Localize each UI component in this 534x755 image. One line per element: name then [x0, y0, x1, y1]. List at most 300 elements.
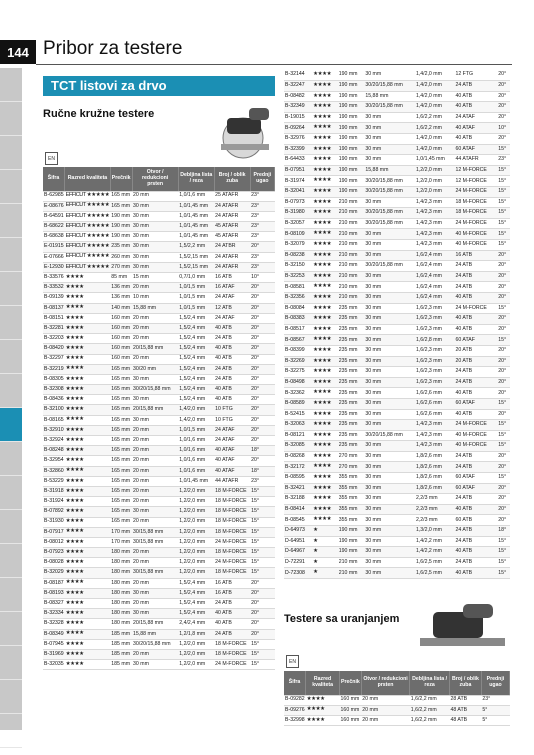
table-cell: B-08193	[43, 588, 65, 598]
table-cell: 20°	[250, 374, 274, 384]
table-cell: 40 ATB	[454, 504, 497, 515]
table-row	[43, 639, 275, 649]
table-cell: 15°	[497, 176, 510, 187]
table-row	[284, 420, 510, 431]
table-cell: ★★★★	[312, 218, 338, 229]
table-cell: 20°	[497, 271, 510, 282]
table-row	[284, 473, 510, 484]
table-cell: D-72308	[284, 568, 312, 579]
side-tab[interactable]	[0, 170, 22, 204]
table-cell: ★★★★	[65, 476, 111, 486]
table-cell: B-08567	[284, 335, 312, 346]
table-cell: ★	[312, 568, 338, 579]
table-cell: 40 ATB	[454, 292, 497, 303]
table-cell: B-64591	[43, 211, 65, 221]
table-cell: 30 mm	[364, 314, 415, 325]
table-row	[43, 436, 275, 446]
table-row	[284, 547, 510, 558]
table-cell: 60 ATAF	[454, 473, 497, 484]
table-row	[43, 588, 275, 598]
table-cell: B-32860	[43, 466, 65, 476]
table-cell: B-32910	[43, 425, 65, 435]
table-row	[284, 409, 510, 420]
table-cell: 210 mm	[338, 218, 365, 229]
table-cell: 24 ATBR	[214, 242, 250, 252]
table-cell: 40 ATB	[214, 344, 250, 354]
table-cell: 12 ATB	[214, 303, 250, 313]
table-cell: 40 ATB	[214, 619, 250, 629]
table-cell: 30/20/15,88 mm	[364, 430, 415, 441]
table-cell: 1,6/2,4 mm	[415, 271, 455, 282]
table-cell: 140 mm	[110, 303, 132, 313]
table-cell: 1,5/2,4 mm	[178, 364, 214, 374]
blade-table-3	[284, 671, 510, 726]
table-cell: 235 mm	[110, 242, 132, 252]
table-cell: EFFICUT ★★★★★	[65, 262, 111, 272]
table-cell: ★★★★	[65, 578, 111, 588]
table-cell: ★★★★	[312, 388, 338, 399]
table-row	[43, 599, 275, 609]
table-cell: 190 mm	[338, 547, 365, 558]
table-cell: 1,6/2,2 mm	[410, 695, 450, 705]
table-row	[43, 456, 275, 466]
table-cell: 24 ATB	[454, 271, 497, 282]
table-cell: 24 ATAFR	[214, 211, 250, 221]
table-cell: B-68638	[43, 232, 65, 242]
table-cell: 30/20 mm	[132, 364, 178, 374]
table-cell: 165 mm	[110, 446, 132, 456]
table-cell: 20 mm	[132, 354, 178, 364]
table-cell: 30 mm	[132, 507, 178, 517]
side-tab[interactable]	[0, 442, 22, 476]
table-cell: 30 mm	[132, 222, 178, 232]
table-cell: 30/20/15,88 mm	[364, 218, 415, 229]
table-cell: ★★★★	[65, 344, 111, 354]
table-cell: EFFICUT ★★★★★	[65, 252, 111, 262]
table-cell: 24 ATB	[454, 377, 497, 388]
table-cell: ★★★★	[312, 102, 338, 113]
table-cell: 1,6/2,3 mm	[415, 303, 455, 314]
table-cell: 20°	[250, 578, 274, 588]
column-header: Prednji ugao	[481, 671, 509, 695]
table-cell: 16 ATB	[454, 250, 497, 261]
table-cell: B-52415	[284, 409, 312, 420]
table-cell: B-32203	[43, 334, 65, 344]
table-cell: ★★★★	[312, 314, 338, 325]
table-cell: ★★★★	[312, 282, 338, 293]
table-cell: 1,0/1,45 mm	[178, 222, 214, 232]
table-cell: 1,4/2,0 mm	[178, 415, 214, 425]
table-cell: 235 mm	[338, 388, 365, 399]
side-tab[interactable]	[0, 102, 22, 136]
table-cell: ★★★★	[312, 398, 338, 409]
table-cell: 23°	[250, 191, 274, 201]
table-cell: 18°	[250, 446, 274, 456]
table-cell: ★★★★	[65, 293, 111, 303]
table-cell: 24 ATB	[454, 462, 497, 473]
table-cell: 20°	[250, 242, 274, 252]
column-header: Prečnik	[340, 671, 362, 695]
table-row	[284, 134, 510, 145]
table-cell: 15°	[497, 197, 510, 208]
table-cell: 30 mm	[364, 451, 415, 462]
table-cell: B-07951	[284, 165, 312, 176]
table-row	[43, 629, 275, 639]
table-cell: 210 mm	[338, 568, 365, 579]
table-cell: 60 ATAF	[454, 398, 497, 409]
table-cell: 5°	[481, 705, 509, 715]
table-cell: 270 mm	[338, 451, 365, 462]
table-cell: 15°	[497, 420, 510, 431]
table-cell: ★★★★	[312, 229, 338, 240]
section2-title: Testere sa uranjanjem	[284, 613, 400, 625]
table-cell: ★★★★	[312, 324, 338, 335]
table-cell: B-68622	[43, 222, 65, 232]
table-cell: 30/20/15,88 mm	[364, 187, 415, 198]
table-cell: B-31918	[43, 486, 65, 496]
table-cell: ★★★★	[65, 568, 111, 578]
table-cell: 1,8/2,6 mm	[415, 473, 455, 484]
table-cell: 210 mm	[338, 261, 365, 272]
table-cell: 15 mm	[132, 273, 178, 283]
table-cell: ★★★★	[65, 415, 111, 425]
table-cell: B-32334	[43, 609, 65, 619]
side-tab[interactable]	[0, 204, 22, 238]
table-cell: 20°	[250, 609, 274, 619]
table-cell: 160 mm	[340, 715, 362, 725]
table-cell: B-32029	[43, 568, 65, 578]
side-tab[interactable]	[0, 646, 22, 680]
table-cell: 20 mm	[132, 548, 178, 558]
table-cell: 180 mm	[110, 588, 132, 598]
table-cell: 1,4/2,0 mm	[178, 405, 214, 415]
table-cell: 20°	[250, 364, 274, 374]
table-cell: 1,0/1,6 mm	[178, 456, 214, 466]
table-cell: 15°	[497, 536, 510, 547]
table-cell: 40 ATAF	[214, 466, 250, 476]
table-cell: 45 ATAFR	[214, 222, 250, 232]
table-cell: 210 mm	[338, 208, 365, 219]
table-cell: B-08327	[43, 599, 65, 609]
table-cell: 40 ATB	[214, 385, 250, 395]
table-cell: 30 mm	[364, 367, 415, 378]
table-cell: 24 ATB	[214, 599, 250, 609]
table-cell: ★★★★	[312, 462, 338, 473]
table-cell: B-32188	[284, 494, 312, 505]
table-cell: 1,8/2,6 mm	[415, 462, 455, 473]
side-tab[interactable]	[0, 238, 22, 272]
table-cell: B-08414	[284, 504, 312, 515]
table-cell: ★★★★	[312, 473, 338, 484]
table-cell: 136 mm	[110, 293, 132, 303]
table-row	[284, 430, 510, 441]
table-cell: 24 ATAFR	[214, 201, 250, 211]
table-cell: 20°	[250, 588, 274, 598]
table-cell: 20 mm	[132, 558, 178, 568]
table-cell: 260 mm	[110, 252, 132, 262]
table-row	[284, 155, 510, 166]
table-cell: 40 M-FORCE	[454, 240, 497, 251]
table-row	[284, 208, 510, 219]
table-cell: ★★★★	[65, 588, 111, 598]
header-rule	[36, 64, 512, 65]
table-cell: 20°	[250, 599, 274, 609]
table-cell: 40 ATB	[214, 323, 250, 333]
table-row	[284, 102, 510, 113]
table-cell: 20°	[497, 292, 510, 303]
table-cell: ★★★★	[65, 364, 111, 374]
table-cell: B-08581	[284, 282, 312, 293]
table-cell: ★	[312, 547, 338, 558]
side-tab[interactable]	[0, 578, 22, 612]
table-cell: 20 mm	[132, 486, 178, 496]
table-cell: B-08165	[43, 415, 65, 425]
table-cell: 235 mm	[338, 335, 365, 346]
table-cell: 20 mm	[132, 456, 178, 466]
table-row	[43, 283, 275, 293]
table-cell: B-08012	[43, 537, 65, 547]
table-cell: 16 ATB	[214, 588, 250, 598]
table-cell: 1,5/2,4 mm	[178, 313, 214, 323]
table-cell: 30 mm	[364, 420, 415, 431]
table-cell: 30/20/15,88 mm	[132, 639, 178, 649]
table-cell: 1,6/2,3 mm	[415, 356, 455, 367]
table-cell: ★★★★	[65, 517, 111, 527]
side-tabs	[0, 68, 22, 730]
table-cell: 165 mm	[110, 456, 132, 466]
table-cell: 30 mm	[364, 303, 415, 314]
side-tab[interactable]	[0, 136, 22, 170]
table-cell: 1,6/2,8 mm	[415, 335, 455, 346]
table-cell: 20°	[250, 344, 274, 354]
table-cell: 1,5/2,2 mm	[178, 242, 214, 252]
table-cell: 20 mm	[132, 334, 178, 344]
table-cell: 18 M-FORCE	[214, 507, 250, 517]
table-cell: 30 mm	[132, 252, 178, 262]
side-tab[interactable]	[0, 544, 22, 578]
column-header: Otvor / redukcioni prsten	[361, 671, 409, 695]
table-row	[43, 242, 275, 252]
table-cell: B-32275	[284, 367, 312, 378]
table-cell: 30/20/15,88 mm	[364, 81, 415, 92]
table-cell: 160 mm	[110, 334, 132, 344]
table-cell: 18 M-FORCE	[454, 197, 497, 208]
table-cell: 28 ATB	[450, 695, 482, 705]
table-cell: 160 mm	[110, 344, 132, 354]
table-cell: 1,6/2,4 mm	[415, 292, 455, 303]
table-cell: 40 ATB	[454, 102, 497, 113]
table-row	[284, 398, 510, 409]
table-cell: 30 mm	[364, 473, 415, 484]
table-cell: 24 ATAF	[214, 293, 250, 303]
table-cell: ★★★★	[65, 507, 111, 517]
table-cell: ★★★★	[312, 240, 338, 251]
side-tab[interactable]	[0, 714, 22, 748]
table-cell: 30 mm	[132, 609, 178, 619]
table-cell: 1,6/2,6 mm	[415, 398, 455, 409]
table-cell: 160 mm	[340, 705, 362, 715]
table-cell: 30/15,88 mm	[132, 527, 178, 537]
table-cell: EFFICUT ★★★★★	[65, 211, 111, 221]
table-cell: ★★★★	[65, 466, 111, 476]
table-cell: 1,0/1,6 mm	[178, 436, 214, 446]
table-cell: 23°	[250, 476, 274, 486]
table-cell: 20 mm	[132, 649, 178, 659]
table-cell: D-64973	[284, 526, 312, 537]
table-cell: ★★★★	[65, 425, 111, 435]
side-tab[interactable]	[0, 68, 22, 102]
table-cell: ★★★★	[306, 695, 340, 705]
table-cell: 25 ATAFR	[214, 191, 250, 201]
table-cell: 30 mm	[364, 462, 415, 473]
table-cell: B-31974	[284, 176, 312, 187]
table-cell: 1,4/2,3 mm	[415, 240, 455, 251]
table-row	[43, 548, 275, 558]
table-cell: 235 mm	[338, 324, 365, 335]
table-row	[43, 405, 275, 415]
side-tab[interactable]	[0, 510, 22, 544]
table-cell: 20 ATB	[454, 356, 497, 367]
table-cell: 15,88 mm	[364, 91, 415, 102]
table-cell: 165 mm	[110, 507, 132, 517]
section1-title: Ručne kružne testere	[43, 108, 155, 120]
table-row	[43, 517, 275, 527]
side-tab[interactable]	[0, 340, 22, 374]
table-cell: 15°	[250, 639, 274, 649]
table-row	[43, 232, 275, 242]
table-cell: ★★★★	[65, 283, 111, 293]
table-cell: 165 mm	[110, 517, 132, 527]
table-cell: 1,6/2,3 mm	[415, 314, 455, 325]
table-cell: 270 mm	[110, 262, 132, 272]
table-cell: E-08676	[43, 201, 65, 211]
table-cell: B-09276	[284, 705, 306, 715]
table-cell: 210 mm	[338, 292, 365, 303]
table-cell: 180 mm	[110, 558, 132, 568]
table-cell: 20°	[497, 409, 510, 420]
table-cell: 1,6/2,3 mm	[415, 324, 455, 335]
table-cell: ★★★★	[312, 250, 338, 261]
side-tab[interactable]	[0, 476, 22, 510]
table-cell: ★★★★	[65, 558, 111, 568]
table-cell: 20°	[497, 81, 510, 92]
table-cell: 20°	[497, 504, 510, 515]
table-cell: 1,6/2,5 mm	[415, 568, 455, 579]
table-cell: 20 mm	[132, 436, 178, 446]
table-row	[284, 229, 510, 240]
table-cell: 20°	[250, 303, 274, 313]
table-cell: 20°	[250, 334, 274, 344]
table-cell: 15°	[250, 497, 274, 507]
table-cell: B-32998	[284, 715, 306, 725]
table-cell: 235 mm	[338, 420, 365, 431]
table-cell: 1,4/2,3 mm	[415, 430, 455, 441]
table-cell: B-32308	[43, 385, 65, 395]
side-tab[interactable]	[0, 680, 22, 714]
table-cell: 1,4/2,3 mm	[415, 208, 455, 219]
side-tab[interactable]	[0, 612, 22, 646]
table-row	[284, 81, 510, 92]
table-cell: B-07973	[284, 197, 312, 208]
table-cell: 24 ATB	[454, 536, 497, 547]
table-cell: ★★★★	[312, 303, 338, 314]
table-cell: 30 mm	[132, 415, 178, 425]
table-cell: B-08399	[284, 345, 312, 356]
table-cell: ★★★★	[306, 705, 340, 715]
table-cell: B-32328	[43, 619, 65, 629]
table-cell: 1,5/2,15 mm	[178, 262, 214, 272]
table-cell: B-32035	[43, 660, 65, 670]
table-cell: 1,5/2,15 mm	[178, 252, 214, 262]
table-cell: 1,6/2,6 mm	[415, 409, 455, 420]
table-row	[43, 425, 275, 435]
table-cell: 235 mm	[338, 398, 365, 409]
table-cell: 20 mm	[132, 578, 178, 588]
table-cell: 190 mm	[338, 176, 365, 187]
table-cell: B-08595	[284, 473, 312, 484]
table-cell: 1,6/2,6 mm	[415, 388, 455, 399]
table-cell: 30 mm	[364, 229, 415, 240]
table-cell: 20°	[250, 405, 274, 415]
table-cell: ★★★★	[312, 292, 338, 303]
table-cell: 185 mm	[110, 649, 132, 659]
table-cell: ★★★★	[312, 70, 338, 81]
table-cell: 15°	[250, 486, 274, 496]
table-row	[284, 705, 510, 715]
table-row	[43, 619, 275, 629]
table-cell: 30 mm	[364, 292, 415, 303]
table-cell: 190 mm	[338, 91, 365, 102]
table-cell: ★★★★	[65, 660, 111, 670]
side-tab[interactable]	[0, 374, 22, 408]
table-cell: ★★★★	[65, 334, 111, 344]
table-cell: 15°	[497, 240, 510, 251]
side-tab[interactable]	[0, 408, 22, 442]
table-cell: 1,2/2,0 mm	[178, 527, 214, 537]
table-cell: 190 mm	[110, 211, 132, 221]
table-row	[284, 303, 510, 314]
table-cell: B-31969	[43, 649, 65, 659]
table-cell: 1,2/2,0 mm	[178, 537, 214, 547]
table-cell: 15°	[497, 568, 510, 579]
table-cell: B-08349	[43, 629, 65, 639]
eu-norm-icon: EN	[45, 152, 58, 165]
table-cell: 15°	[497, 165, 510, 176]
side-tab[interactable]	[0, 272, 22, 306]
table-cell: ★★★★	[65, 609, 111, 619]
table-cell: 1,2/2,0 mm	[178, 548, 214, 558]
table-cell: B-08137	[43, 303, 65, 313]
table-cell: ★★★★	[306, 715, 340, 725]
table-row	[284, 123, 510, 134]
table-cell: 355 mm	[338, 494, 365, 505]
table-cell: B-08187	[43, 578, 65, 588]
table-cell: 24 ATB	[214, 334, 250, 344]
table-cell: 45 ATAFR	[214, 232, 250, 242]
table-row	[43, 323, 275, 333]
side-tab[interactable]	[0, 306, 22, 340]
table-row	[284, 695, 510, 705]
table-cell: 1,5/2,4 mm	[178, 344, 214, 354]
table-cell: 165 mm	[110, 364, 132, 374]
table-cell: B-32976	[284, 134, 312, 145]
table-cell: 24 ATAFR	[214, 252, 250, 262]
column-header: Šifra	[284, 671, 306, 695]
table-cell: 165 mm	[110, 191, 132, 201]
table-cell: ★★★★	[65, 446, 111, 456]
table-cell: 20°	[497, 91, 510, 102]
table-row	[43, 609, 275, 619]
